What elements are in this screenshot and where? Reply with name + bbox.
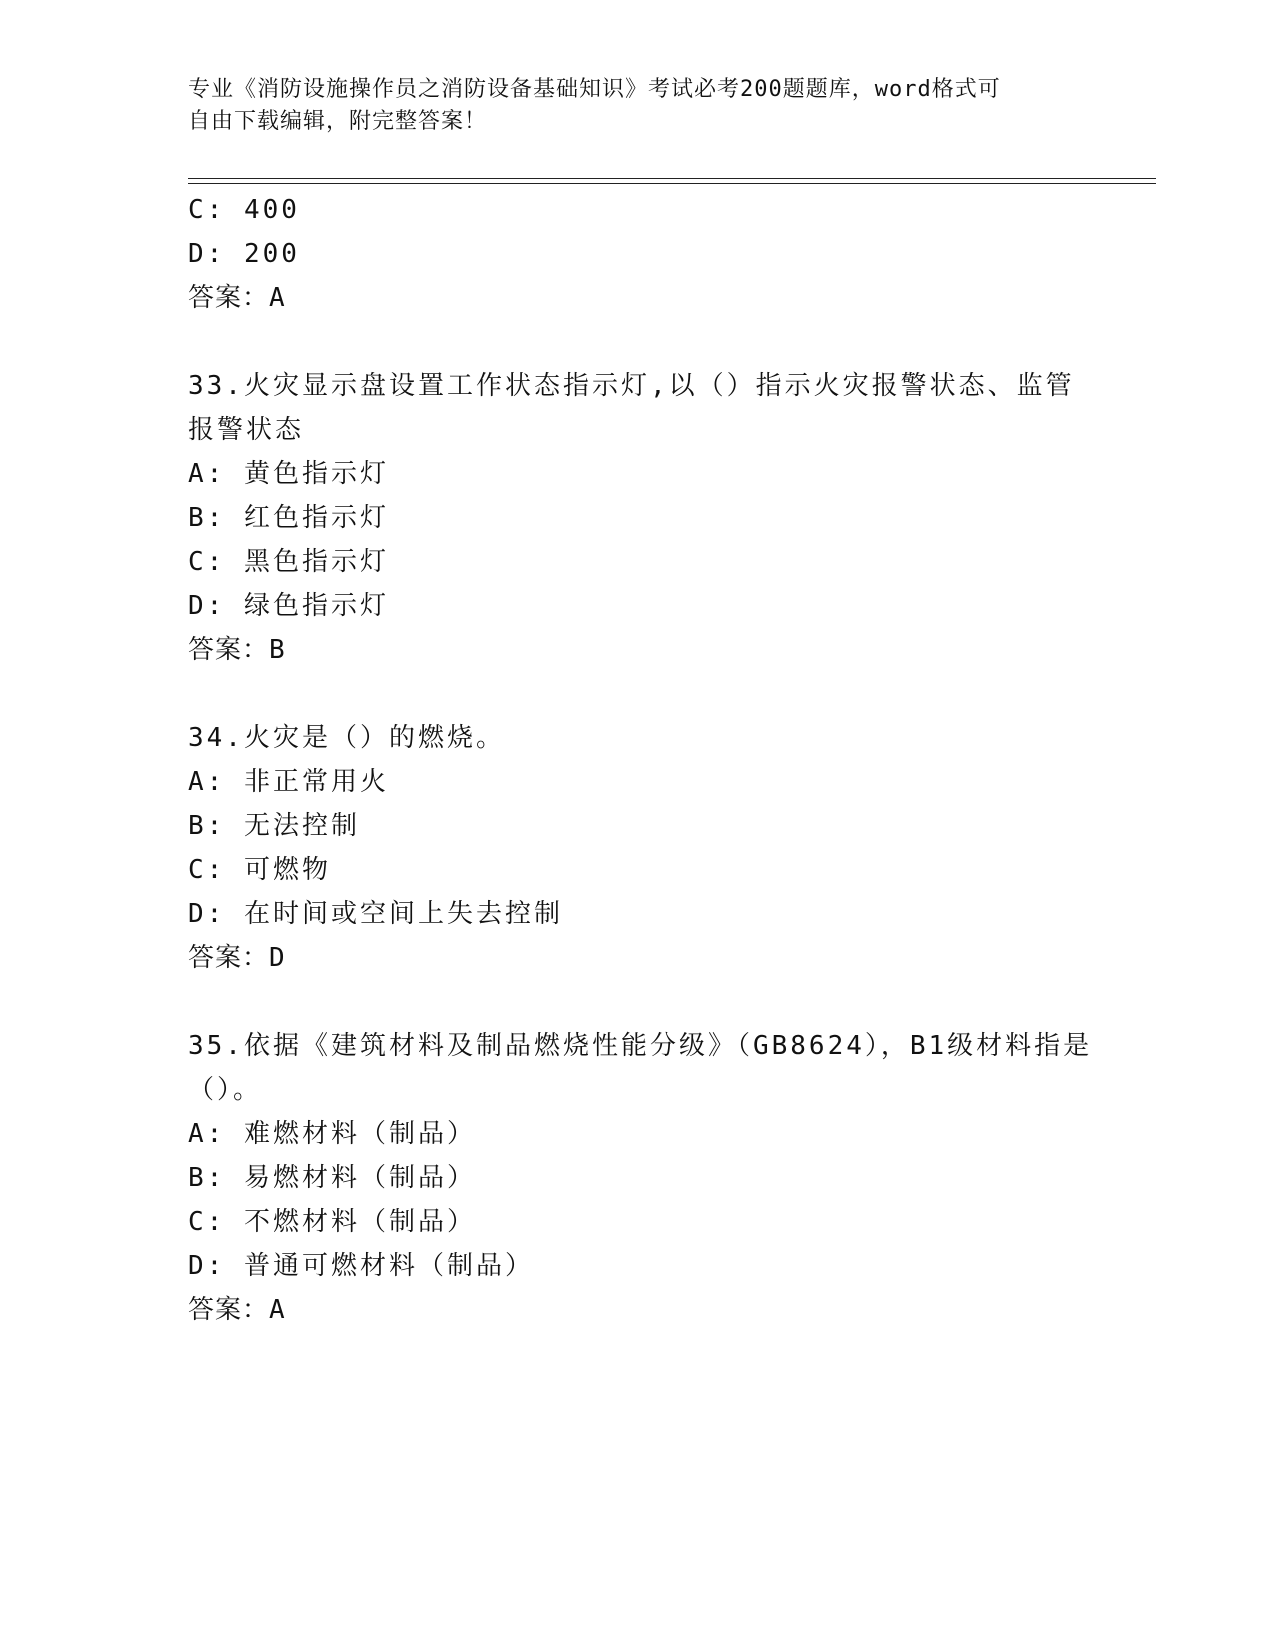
question-33: 33.火灾显示盘设置工作状态指示灯,以（）指示火灾报警状态、监管 <box>188 371 1075 401</box>
option-d: D: 在时间或空间上失去控制 <box>188 899 563 929</box>
answer: 答案：B <box>188 635 286 665</box>
question-34: 34.火灾是（）的燃烧。 <box>188 723 505 753</box>
document-header <box>188 74 1088 138</box>
option-d: D: 绿色指示灯 <box>188 591 389 621</box>
header-divider-2 <box>188 183 1156 184</box>
option-b: B: 红色指示灯 <box>188 503 389 533</box>
option-b: B: 无法控制 <box>188 811 360 841</box>
option-c: C: 可燃物 <box>188 855 331 885</box>
header-line-2: 自由下载编辑，附完整答案！ <box>188 109 488 134</box>
option-d: D: 普通可燃材料（制品） <box>188 1251 534 1281</box>
option-c: C: 黑色指示灯 <box>188 547 389 577</box>
answer: 答案：D <box>188 943 286 973</box>
question-33-cont: 报警状态 <box>188 415 305 445</box>
answer: 答案：A <box>188 1295 286 1325</box>
option-c: C: 不燃材料（制品） <box>188 1207 476 1237</box>
option-b: B: 易燃材料（制品） <box>188 1163 476 1193</box>
option-a: A: 黄色指示灯 <box>188 459 389 489</box>
header-line-1: 专业《消防设施操作员之消防设备基础知识》考试必考200题题库，word格式可 <box>188 77 1001 102</box>
header-divider <box>188 178 1156 179</box>
answer: 答案：A <box>188 283 286 313</box>
option-d: D: 200 <box>188 239 300 269</box>
question-35: 35.依据《建筑材料及制品燃烧性能分级》（GB8624），B1级材料指是 <box>188 1031 1093 1061</box>
question-35-cont: （）。 <box>188 1075 263 1105</box>
option-a: A: 难燃材料（制品） <box>188 1119 476 1149</box>
option-c: C: 400 <box>188 195 300 225</box>
option-a: A: 非正常用火 <box>188 767 389 797</box>
